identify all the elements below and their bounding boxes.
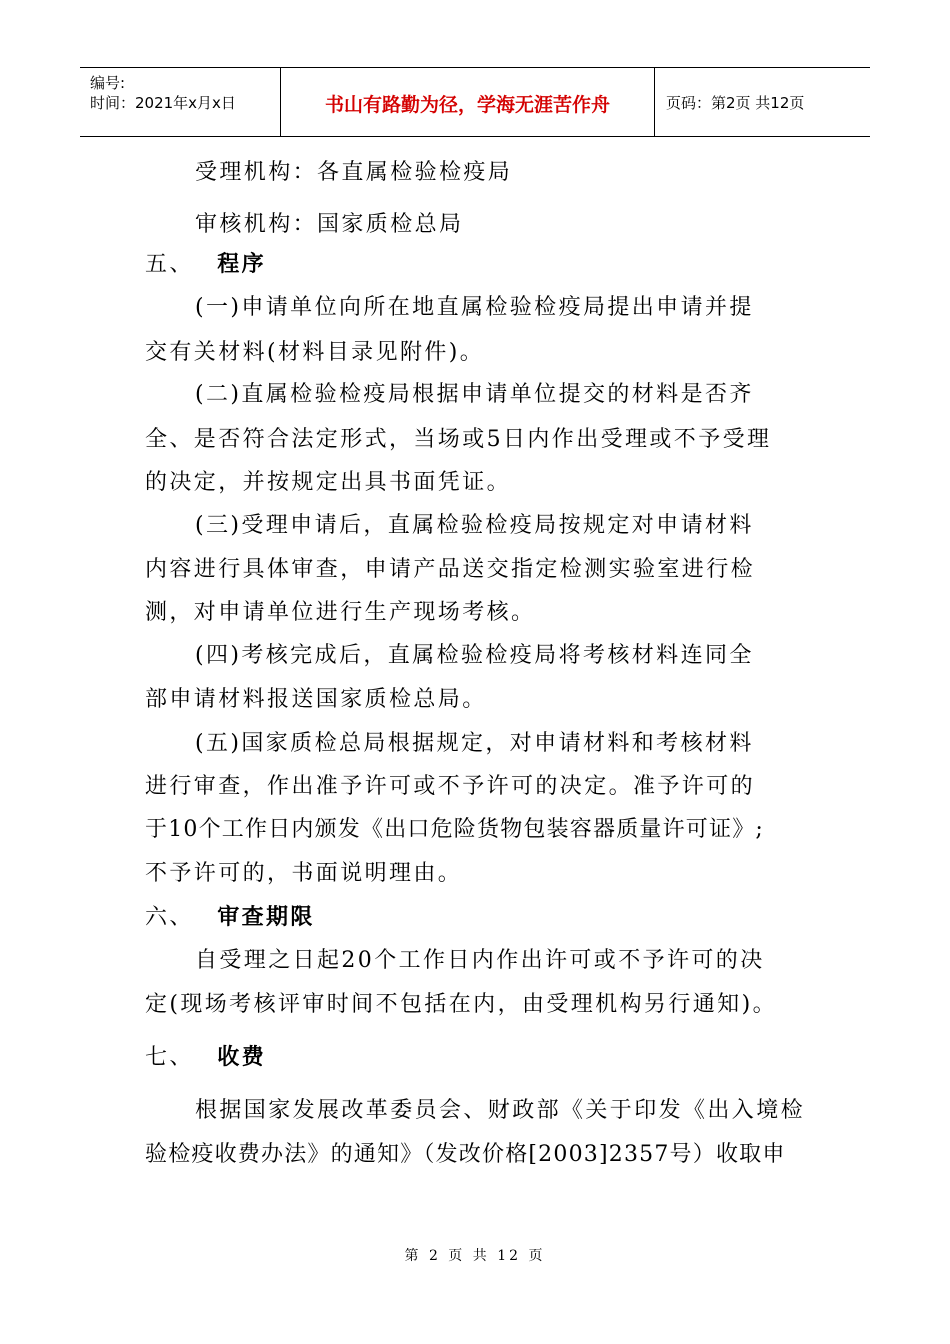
header-meta-cell [80, 68, 281, 136]
body-line: (二)直属检验检疫局根据申请单位提交的材料是否齐 [195, 382, 754, 407]
page-header [80, 67, 870, 137]
section-number: 六、 [145, 905, 194, 930]
body-line: (五)国家质检总局根据规定，对申请材料和考核材料 [195, 731, 754, 756]
body-line: 验检疫收费办法》的通知》（发改价格[2003]2357号）收取申 [145, 1142, 786, 1167]
body-line: 定(现场考核评审时间不包括在内，由受理机构另行通知)。 [145, 992, 777, 1017]
body-line: 测，对申请单位进行生产现场考核。 [145, 600, 536, 625]
body-line: 自受理之日起20个工作日内作出许可或不予许可的决 [195, 948, 765, 973]
body-line: 受理机构：各直属检验检疫局 [195, 160, 513, 185]
body-line: 进行审查，作出准予许可或不予许可的决定。准予许可的 [145, 774, 756, 799]
section-number: 五、 [145, 252, 194, 277]
body-line: 交有关材料(材料目录见附件)。 [145, 340, 485, 365]
document-number-label: 编号: [90, 74, 126, 92]
body-line: (一)申请单位向所在地直属检验检疫局提出申请并提 [195, 295, 754, 320]
body-line: 于10个工作日内颁发《出口危险货物包装容器质量许可证》; [145, 817, 765, 842]
header-page-cell [656, 68, 870, 136]
section-title: 审查期限 [217, 905, 315, 930]
header-page-number: 页码：第2页 共12页 [666, 94, 805, 112]
body-line: 的决定，并按规定出具书面凭证。 [145, 470, 512, 495]
body-line: (四)考核完成后，直属检验检疫局将考核材料连同全 [195, 643, 754, 668]
body-line: 全、是否符合法定形式，当场或5日内作出受理或不予受理 [145, 427, 772, 452]
section-title: 程序 [217, 252, 267, 277]
section-heading-review-period [145, 903, 315, 933]
section-heading-fees [145, 1043, 266, 1073]
page-footer: 第 2 页 共 12 页 [404, 1248, 546, 1264]
body-line: 根据国家发展改革委员会、财政部《关于印发《出入境检 [195, 1098, 806, 1123]
section-title: 收费 [217, 1045, 267, 1070]
header-motto: 书山有路勤为径，学海无涯苦作舟 [324, 94, 610, 116]
body-line: 部申请材料报送国家质检总局。 [145, 687, 487, 712]
section-number: 七、 [145, 1045, 194, 1070]
header-motto-cell [281, 68, 655, 136]
section-heading-procedure [145, 250, 266, 280]
body-line: 内容进行具体审查，申请产品送交指定检测实验室进行检 [145, 557, 756, 582]
body-line: (三)受理申请后，直属检验检疫局按规定对申请材料 [195, 513, 754, 538]
body-line: 不予许可的，书面说明理由。 [145, 861, 463, 886]
document-time-label: 时间：2021年x月x日 [90, 94, 236, 112]
body-line: 审核机构：国家质检总局 [195, 212, 464, 237]
